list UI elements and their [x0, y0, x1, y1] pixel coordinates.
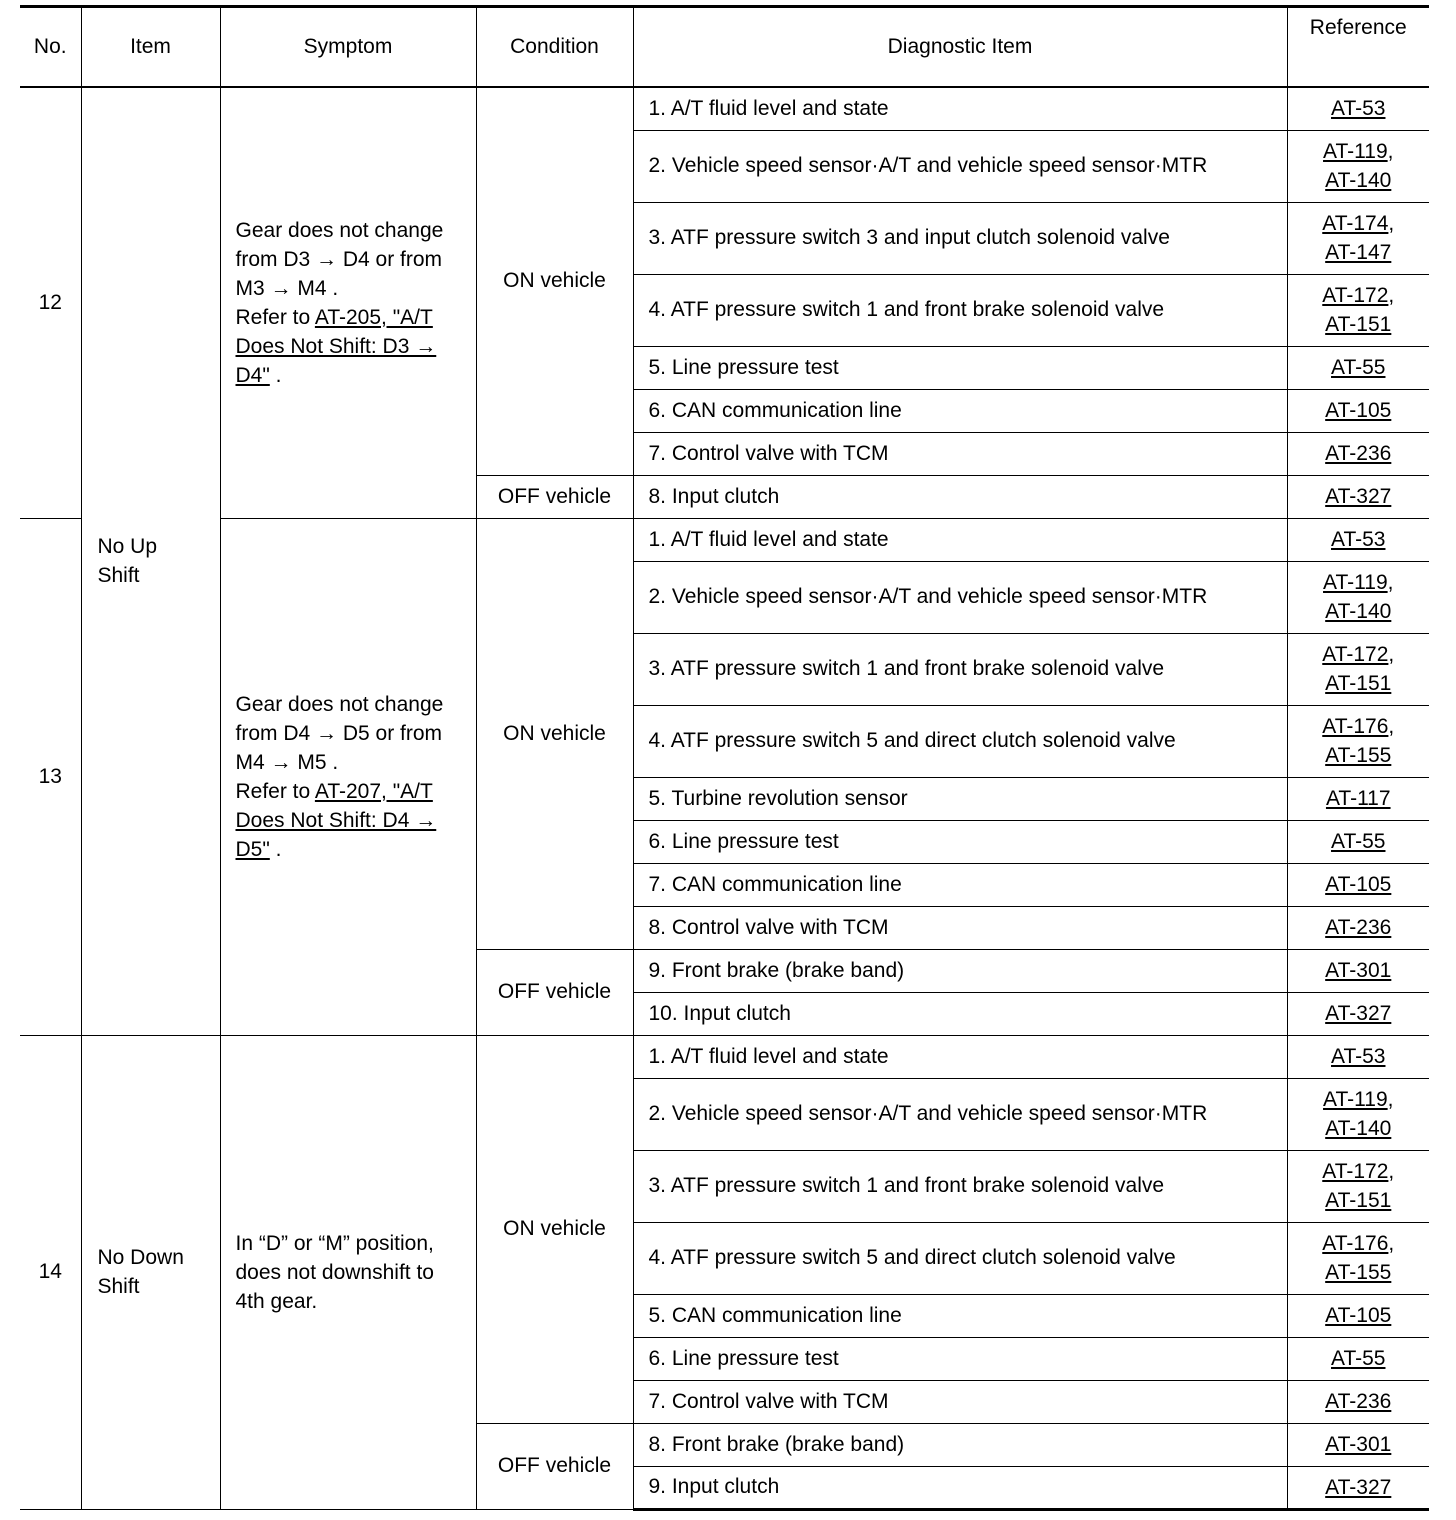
diagnostic-item: 10. Input clutch — [633, 992, 1287, 1035]
diagnostic-item: 1. A/T fluid level and state — [633, 1035, 1287, 1078]
reference-line — [1288, 1387, 1430, 1416]
symptom-reference-link[interactable]: AT-207, "A/T — [314, 779, 433, 803]
reference-link[interactable]: AT-147 — [1325, 241, 1392, 264]
reference-line — [1288, 1430, 1430, 1459]
reference-line — [1288, 669, 1430, 698]
reference-cell — [1287, 863, 1429, 906]
reference-link[interactable]: AT-151 — [1325, 313, 1392, 336]
symptom-line: In “D” or “M” position, — [235, 1231, 434, 1255]
reference-separator: , — [1388, 212, 1395, 235]
reference-link[interactable]: AT-172 — [1322, 1160, 1389, 1183]
refer-prefix: Refer to — [235, 779, 315, 803]
reference-link[interactable]: AT-151 — [1325, 1189, 1392, 1212]
reference-cell — [1287, 561, 1429, 633]
reference-line — [1288, 439, 1430, 468]
item-line: No Up — [97, 535, 158, 559]
diagnostic-item: 2. Vehicle speed sensor·A/T and vehicle speed sensor·MTR — [633, 561, 1287, 633]
reference-separator: , — [1388, 1160, 1395, 1183]
symptom-line: Gear does not change — [235, 218, 444, 242]
diagnostic-item: 3. ATF pressure switch 1 and front brake solenoid valve — [633, 633, 1287, 705]
diagnostic-item: 4. ATF pressure switch 1 and front brake solenoid valve — [633, 274, 1287, 346]
condition-cell: OFF vehicle — [476, 1423, 633, 1509]
reference-link[interactable]: AT-55 — [1331, 356, 1386, 379]
reference-line — [1288, 1157, 1430, 1186]
reference-line — [1288, 640, 1430, 669]
reference-link[interactable]: AT-117 — [1325, 787, 1391, 810]
reference-link[interactable]: AT-327 — [1325, 1002, 1392, 1025]
item-line: No Down — [97, 1246, 184, 1269]
condition-cell: ON vehicle — [476, 1035, 633, 1423]
refer-line — [236, 806, 468, 835]
diagnostic-item: 5. CAN communication line — [633, 1294, 1287, 1337]
reference-cell — [1287, 1035, 1429, 1078]
reference-line — [1288, 396, 1430, 425]
header-reference: Reference — [1287, 7, 1429, 88]
header-symptom: Symptom — [220, 7, 476, 88]
item-line: Shift — [97, 1275, 140, 1298]
reference-cell — [1287, 633, 1429, 705]
symptom-cell — [220, 87, 476, 518]
reference-link[interactable]: AT-55 — [1331, 1347, 1386, 1370]
symptom-reference-link[interactable]: Does Not Shift: D3 → — [235, 334, 437, 358]
table-row — [20, 518, 1429, 561]
reference-link[interactable]: AT-301 — [1325, 959, 1392, 982]
diagnostic-item: 1. A/T fluid level and state — [633, 87, 1287, 130]
reference-separator: , — [1387, 140, 1394, 163]
reference-cell — [1287, 87, 1429, 130]
symptom-reference-link[interactable]: AT-205, "A/T — [314, 305, 433, 329]
reference-cell — [1287, 346, 1429, 389]
refer-suffix: . — [269, 837, 282, 861]
reference-link[interactable]: AT-327 — [1325, 1475, 1392, 1499]
reference-cell — [1287, 389, 1429, 432]
reference-line — [1288, 712, 1430, 741]
diagnostic-item: 4. ATF pressure switch 5 and direct clutch solenoid valve — [633, 705, 1287, 777]
reference-line — [1288, 1085, 1430, 1114]
reference-cell — [1287, 518, 1429, 561]
symptom-line: Gear does not change — [235, 692, 444, 716]
reference-cell — [1287, 906, 1429, 949]
diagnostic-item: 5. Line pressure test — [633, 346, 1287, 389]
reference-separator: , — [1388, 643, 1395, 666]
table-row — [20, 87, 1429, 130]
reference-line — [1288, 525, 1430, 554]
condition-cell: OFF vehicle — [476, 475, 633, 518]
reference-link[interactable]: AT-119 — [1323, 571, 1388, 594]
reference-cell — [1287, 820, 1429, 863]
reference-line — [1288, 568, 1430, 597]
reference-line — [1288, 166, 1430, 195]
reference-link[interactable]: AT-151 — [1325, 672, 1392, 695]
reference-line — [1288, 353, 1430, 382]
reference-cell — [1287, 475, 1429, 518]
reference-link[interactable]: AT-55 — [1331, 830, 1386, 853]
diagnostic-item: 6. Line pressure test — [633, 820, 1287, 863]
symptom-reference-link[interactable]: D4" — [235, 363, 270, 387]
reference-cell — [1287, 1222, 1429, 1294]
symptom-line: 4th gear. — [235, 1289, 318, 1313]
reference-link[interactable]: AT-105 — [1325, 399, 1392, 422]
reference-cell — [1287, 1337, 1429, 1380]
reference-link[interactable]: AT-155 — [1325, 1261, 1392, 1284]
symptom-cell — [220, 518, 476, 1035]
reference-line — [1288, 482, 1430, 511]
reference-line — [1288, 1258, 1430, 1287]
symptom-line: M4 → M5 . — [235, 750, 339, 774]
diagnostic-item: 5. Turbine revolution sensor — [633, 777, 1287, 820]
diagnostic-item: 6. CAN communication line — [633, 389, 1287, 432]
row-number: 12 — [20, 87, 81, 518]
reference-link[interactable]: AT-172 — [1322, 284, 1389, 307]
diagnostic-item: 8. Input clutch — [633, 475, 1287, 518]
item-line: Shift — [97, 564, 140, 588]
reference-link[interactable]: AT-140 — [1325, 1117, 1392, 1140]
reference-link[interactable]: AT-155 — [1325, 744, 1392, 767]
table-row — [20, 1035, 1429, 1078]
reference-link[interactable]: AT-172 — [1322, 643, 1389, 666]
reference-line — [1288, 137, 1430, 166]
reference-line — [1288, 281, 1430, 310]
refer-line — [236, 332, 468, 361]
condition-cell: ON vehicle — [476, 518, 633, 949]
reference-line — [1288, 784, 1430, 813]
reference-cell — [1287, 1294, 1429, 1337]
reference-link[interactable]: AT-327 — [1325, 485, 1392, 508]
reference-cell — [1287, 1078, 1429, 1150]
reference-separator: , — [1387, 571, 1394, 594]
diagnostic-item: 2. Vehicle speed sensor·A/T and vehicle speed sensor·MTR — [633, 130, 1287, 202]
reference-separator: , — [1388, 284, 1395, 307]
reference-cell — [1287, 432, 1429, 475]
refer-line — [236, 361, 468, 390]
reference-link[interactable]: AT-105 — [1325, 1304, 1392, 1327]
refer-suffix: . — [269, 363, 282, 387]
reference-link[interactable]: AT-236 — [1325, 1390, 1392, 1413]
row-number: 14 — [20, 1035, 81, 1509]
header-no: No. — [20, 7, 81, 88]
reference-link[interactable]: AT-174 — [1322, 212, 1389, 235]
reference-line — [1288, 1301, 1430, 1330]
refer-line — [236, 303, 468, 332]
reference-link[interactable]: AT-140 — [1325, 600, 1392, 623]
reference-line — [1288, 956, 1430, 985]
symptom-reference-link[interactable]: Does Not Shift: D4 → — [235, 808, 437, 832]
reference-line — [1288, 310, 1430, 339]
reference-cell — [1287, 777, 1429, 820]
reference-cell — [1287, 130, 1429, 202]
condition-cell: OFF vehicle — [476, 949, 633, 1035]
reference-link[interactable]: AT-236 — [1325, 916, 1392, 939]
diagnostic-item: 8. Front brake (brake band) — [633, 1423, 1287, 1466]
reference-cell — [1287, 274, 1429, 346]
reference-line — [1288, 999, 1430, 1028]
diagnostic-item: 8. Control valve with TCM — [633, 906, 1287, 949]
diagnostic-item: 7. Control valve with TCM — [633, 432, 1287, 475]
header-diagnostic-item: Diagnostic Item — [633, 7, 1287, 88]
symptom-line: from D4 → D5 or from — [235, 721, 443, 745]
reference-link[interactable]: AT-301 — [1325, 1433, 1392, 1456]
reference-line — [1288, 1186, 1430, 1215]
diagnostic-table — [20, 5, 1429, 1511]
header-item: Item — [81, 7, 220, 88]
reference-line — [1288, 597, 1430, 626]
reference-cell — [1287, 1423, 1429, 1466]
reference-link[interactable]: AT-53 — [1331, 97, 1386, 121]
symptom-line: does not downshift to — [235, 1260, 434, 1284]
diagnostic-item: 7. CAN communication line — [633, 863, 1287, 906]
reference-cell — [1287, 1466, 1429, 1509]
refer-line — [236, 835, 468, 864]
reference-link[interactable]: AT-119 — [1323, 140, 1388, 163]
reference-line — [1288, 1473, 1430, 1502]
reference-line — [1288, 741, 1430, 770]
reference-link[interactable]: AT-53 — [1331, 528, 1386, 551]
symptom-line: from D3 → D4 or from — [235, 247, 443, 271]
item-cell — [81, 1035, 220, 1509]
reference-line — [1288, 94, 1430, 123]
reference-separator: , — [1387, 1088, 1394, 1111]
reference-line — [1288, 238, 1430, 267]
reference-link[interactable]: AT-105 — [1325, 873, 1392, 896]
symptom-reference-link[interactable]: D5" — [235, 837, 270, 861]
refer-line — [236, 777, 468, 806]
diagnostic-item: 2. Vehicle speed sensor·A/T and vehicle speed sensor·MTR — [633, 1078, 1287, 1150]
symptom-cell — [220, 1035, 476, 1509]
diagnostic-item: 9. Input clutch — [633, 1466, 1287, 1509]
reference-line — [1288, 1344, 1430, 1373]
reference-line — [1288, 1114, 1430, 1143]
reference-cell — [1287, 992, 1429, 1035]
reference-line — [1288, 1042, 1430, 1071]
diagnostic-item: 1. A/T fluid level and state — [633, 518, 1287, 561]
diagnostic-item: 3. ATF pressure switch 3 and input clutch solenoid valve — [633, 202, 1287, 274]
reference-link[interactable]: AT-176 — [1322, 715, 1389, 738]
diagnostic-item: 4. ATF pressure switch 5 and direct clutch solenoid valve — [633, 1222, 1287, 1294]
reference-link[interactable]: AT-119 — [1323, 1088, 1388, 1111]
header-row — [20, 7, 1429, 88]
reference-cell — [1287, 949, 1429, 992]
reference-link[interactable]: AT-53 — [1331, 1045, 1386, 1068]
diagnostic-item: 7. Control valve with TCM — [633, 1380, 1287, 1423]
reference-line — [1288, 870, 1430, 899]
reference-separator: , — [1388, 715, 1395, 738]
reference-cell — [1287, 705, 1429, 777]
diagnostic-item: 9. Front brake (brake band) — [633, 949, 1287, 992]
refer-prefix: Refer to — [235, 305, 315, 329]
reference-cell — [1287, 1380, 1429, 1423]
reference-line — [1288, 209, 1430, 238]
reference-link[interactable]: AT-140 — [1325, 169, 1392, 192]
reference-link[interactable]: AT-176 — [1322, 1232, 1389, 1255]
condition-cell: ON vehicle — [476, 87, 633, 475]
reference-cell — [1287, 1150, 1429, 1222]
row-number: 13 — [20, 518, 81, 1035]
reference-line — [1288, 913, 1430, 942]
reference-line — [1288, 1229, 1430, 1258]
diagnostic-item: 6. Line pressure test — [633, 1337, 1287, 1380]
reference-line — [1288, 827, 1430, 856]
reference-link[interactable]: AT-236 — [1325, 442, 1392, 465]
reference-separator: , — [1388, 1232, 1395, 1255]
diagnostic-item: 3. ATF pressure switch 1 and front brake solenoid valve — [633, 1150, 1287, 1222]
symptom-line: M3 → M4 . — [235, 276, 339, 300]
reference-cell — [1287, 202, 1429, 274]
header-condition: Condition — [476, 7, 633, 88]
item-cell — [81, 87, 220, 1035]
